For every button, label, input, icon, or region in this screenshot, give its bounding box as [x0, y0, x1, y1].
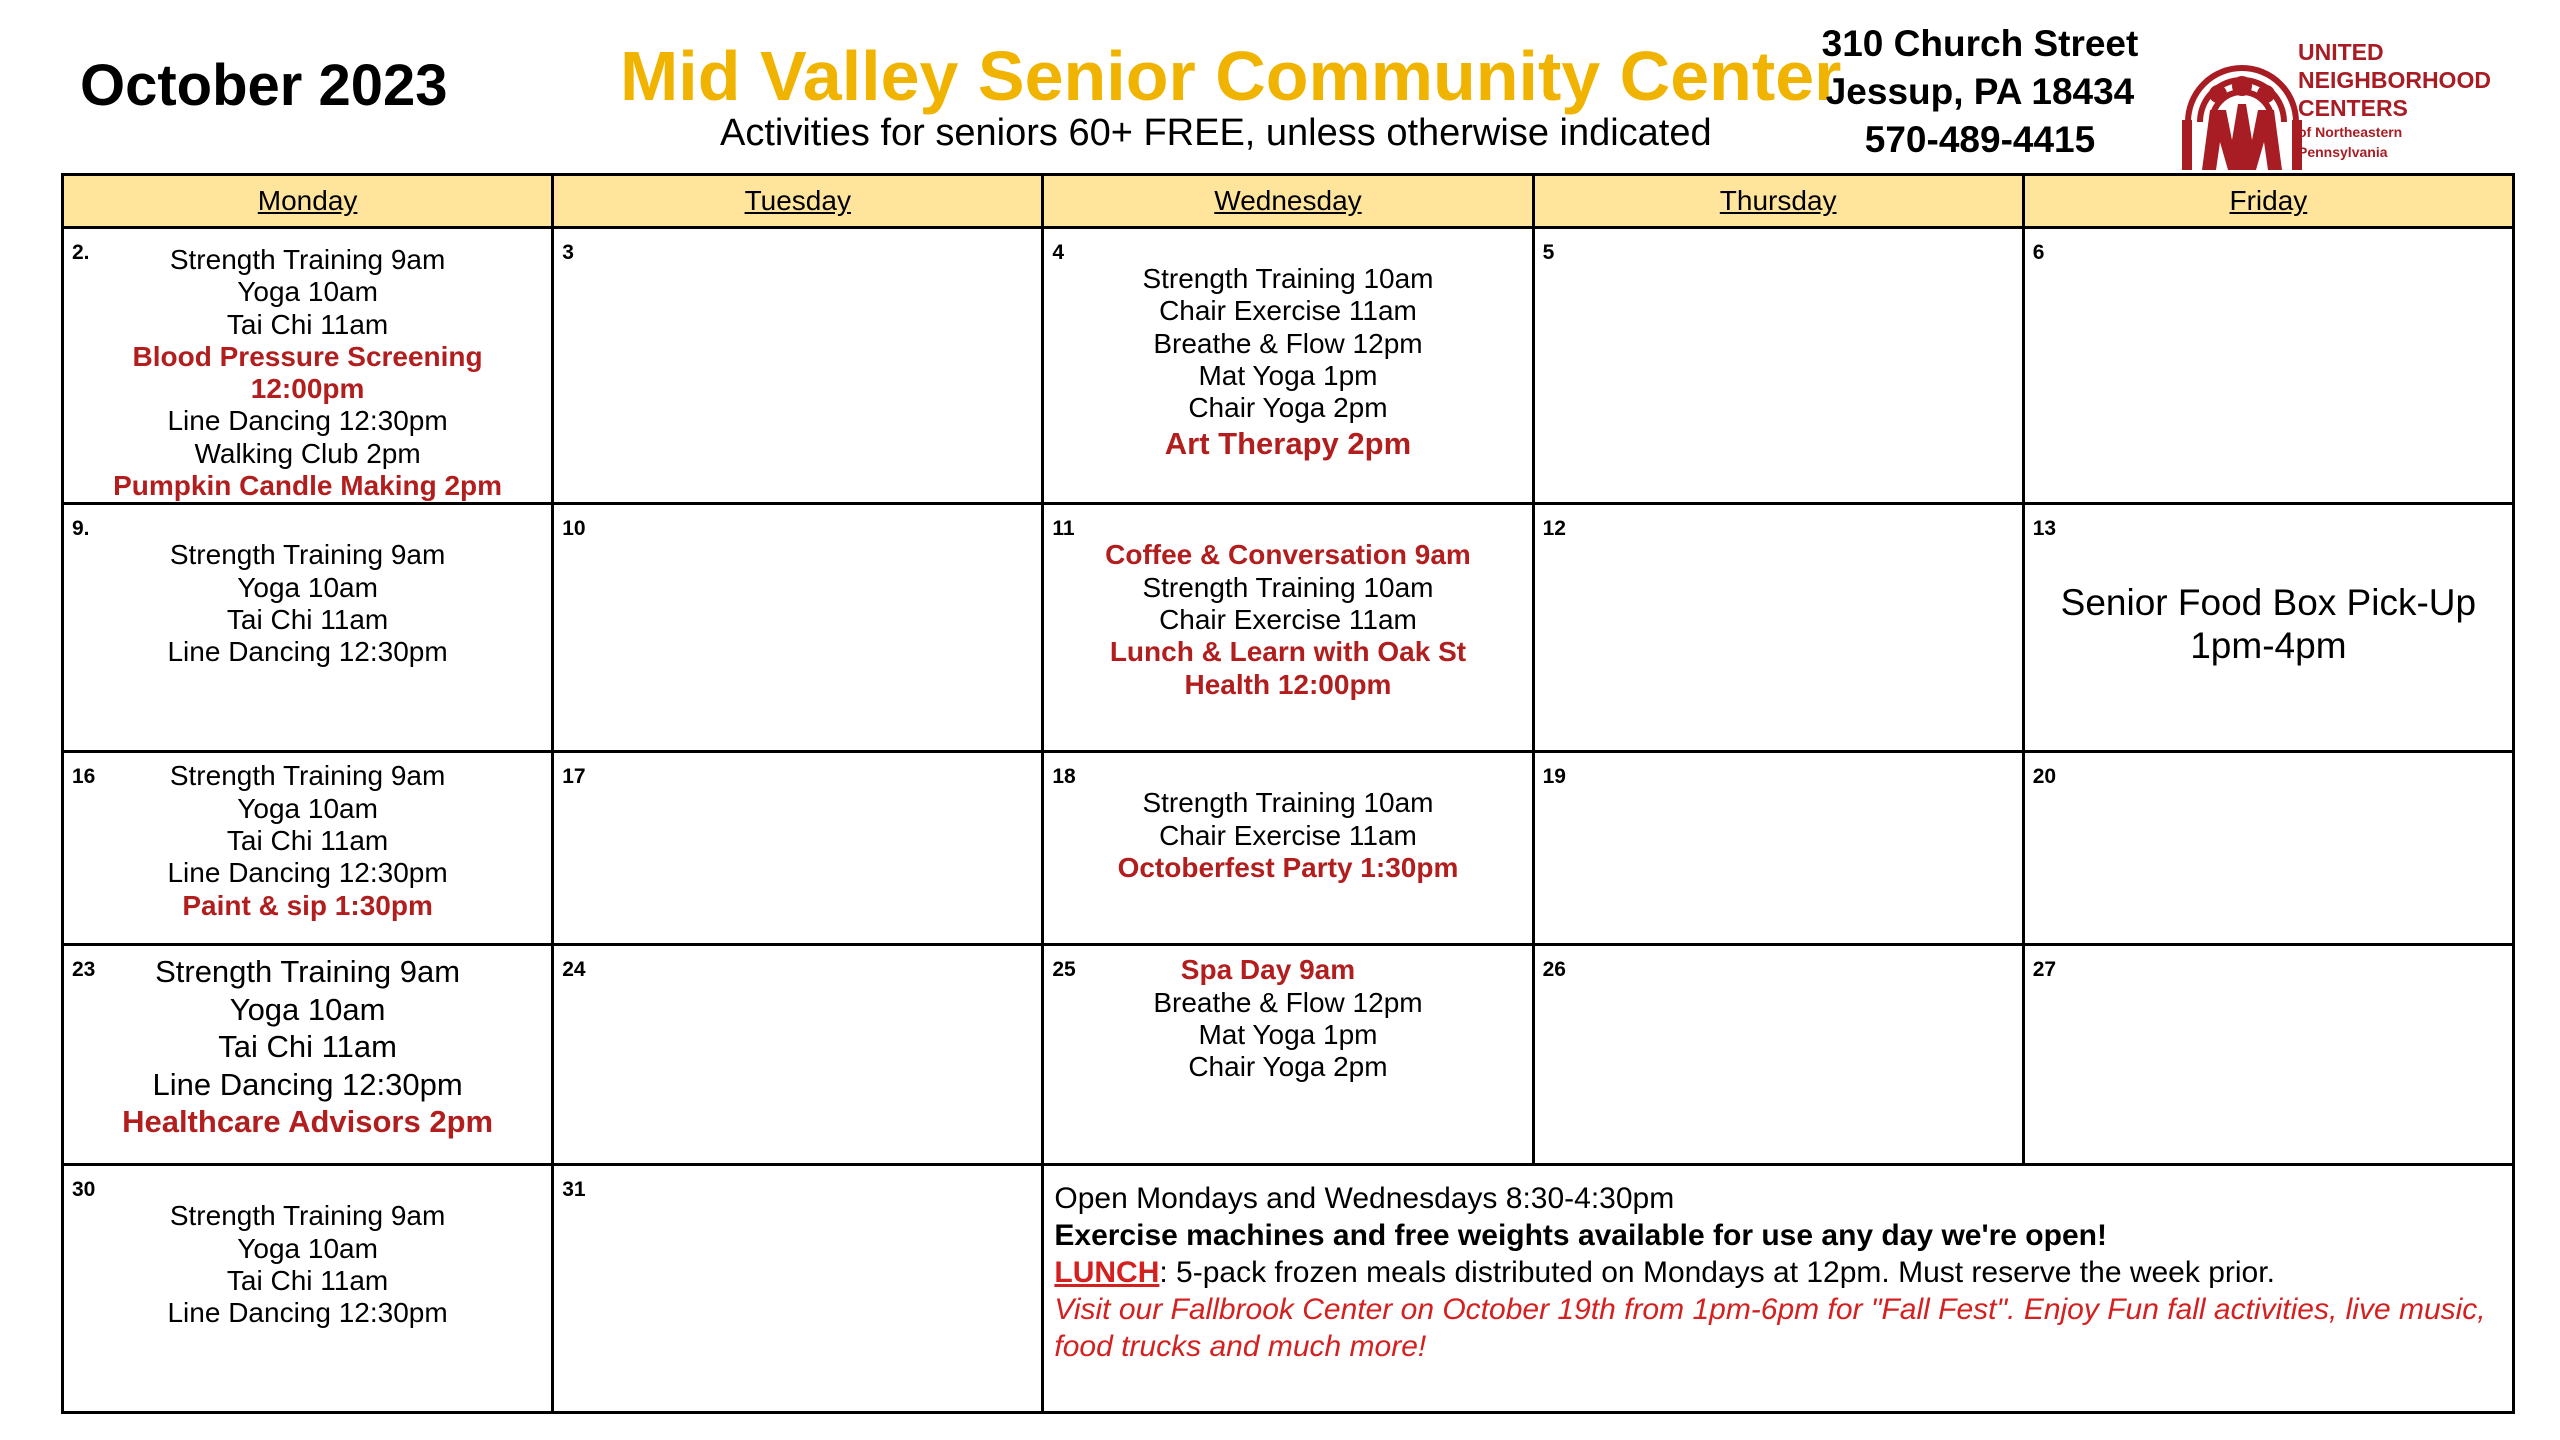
fall-fest-note: Visit our Fallbrook Center on October 19th from 1pm-6pm for "Fall Fest". Enjoy Fun fall activities, live music, food trucks and much more! — [1054, 1293, 2486, 1364]
lunch-note — [1054, 1254, 2492, 1291]
day-number: 4 — [1052, 241, 1065, 264]
special-event: Paint & sip 1:30pm — [182, 889, 433, 921]
activity-list — [64, 229, 551, 502]
activity-item: Line Dancing 12:30pm — [167, 857, 448, 889]
day-cell — [1533, 945, 2023, 1165]
activity-item: Chair Exercise 11am — [1159, 295, 1417, 327]
activity-item: Breathe & Flow 12pm — [1153, 327, 1423, 359]
special-event: Octoberfest Party 1:30pm — [1117, 851, 1459, 883]
day-number: 31 — [562, 1178, 586, 1202]
activity-item: Chair Exercise 11am — [1159, 819, 1417, 851]
weekday-header-tuesday: Tuesday — [553, 175, 1043, 228]
activity-item: Chair Yoga 2pm — [1188, 1051, 1388, 1083]
day-number: 6 — [2032, 241, 2045, 264]
activity-item: Tai Chi 11am — [226, 824, 389, 856]
center-name: Mid Valley Senior Community Center — [620, 37, 1842, 115]
day-cell — [553, 1165, 1043, 1413]
activity-list — [1044, 946, 1531, 1083]
lunch-text: : 5-pack frozen meals distributed on Mondays at 12pm. Must reserve the week prior. — [1159, 1256, 2275, 1290]
logo-text-line: UNITED — [2298, 39, 2384, 65]
notes-cell — [1043, 1165, 2514, 1413]
week-row — [63, 228, 2514, 504]
activity-item: Yoga 10am — [237, 571, 378, 603]
day-cell — [63, 945, 553, 1165]
week-row — [63, 504, 2514, 752]
equipment-note: Exercise machines and free weights available for use any day we're open! — [1054, 1219, 2107, 1253]
special-event: Blood Pressure Screening — [132, 340, 483, 372]
special-event: Art Therapy 2pm — [1164, 426, 1412, 462]
address-city: Jessup, PA 18434 — [1825, 71, 2135, 112]
activity-list — [1044, 505, 1531, 700]
special-event: Coffee & Conversation 9am — [1105, 539, 1471, 571]
activity-item: Chair Exercise 11am — [1159, 603, 1417, 635]
phone-number: 570-489-4415 — [1864, 119, 2096, 160]
day-number: 2. — [72, 241, 90, 264]
day-cell — [2023, 228, 2513, 504]
day-cell — [1533, 504, 2023, 752]
activity-item: Strength Training 9am — [155, 954, 461, 990]
day-number: 18 — [1052, 765, 1076, 789]
logo-text-line: CENTERS — [2298, 95, 2408, 121]
activity-item: Tai Chi 11am — [226, 1264, 389, 1296]
activity-item: Line Dancing 12:30pm — [167, 405, 448, 437]
activity-item: Breathe & Flow 12pm — [1153, 986, 1423, 1018]
activity-item: Line Dancing 12:30pm — [167, 636, 448, 668]
food-box-time: 1pm-4pm — [2190, 625, 2347, 667]
day-number: 10 — [562, 517, 586, 541]
day-number: 13 — [2032, 517, 2057, 541]
special-event: 12:00pm — [250, 373, 365, 405]
week-row — [63, 945, 2514, 1165]
activity-list — [1044, 229, 1531, 464]
activity-item: Walking Club 2pm — [194, 437, 421, 469]
activity-list — [64, 946, 551, 1141]
day-number: 17 — [562, 765, 586, 789]
day-number: 20 — [2032, 765, 2057, 789]
activity-list — [64, 1166, 551, 1329]
day-number: 12 — [1542, 517, 1566, 541]
activity-item: Strength Training 9am — [169, 1200, 446, 1232]
activity-item: Chair Yoga 2pm — [1188, 392, 1388, 424]
day-number: 23 — [72, 958, 96, 982]
activity-item: Line Dancing 12:30pm — [167, 1297, 448, 1329]
weekday-header-row — [63, 175, 2514, 228]
special-event: Pumpkin Candle Making 2pm — [113, 470, 503, 502]
day-cell — [553, 228, 1043, 504]
weekday-header-monday: Monday — [63, 175, 553, 228]
day-cell — [553, 945, 1043, 1165]
day-cell — [1043, 504, 1533, 752]
day-cell — [553, 504, 1043, 752]
activity-item: Yoga 10am — [229, 991, 386, 1027]
day-number: 26 — [1542, 958, 1566, 982]
address-street: 310 Church Street — [1821, 23, 2139, 64]
day-number: 30 — [72, 1178, 96, 1202]
activity-item: Yoga 10am — [237, 792, 378, 824]
activity-list — [1044, 753, 1531, 884]
activity-item: Strength Training 10am — [1142, 263, 1434, 294]
day-cell — [2023, 504, 2513, 752]
day-number: 3 — [562, 241, 574, 264]
activity-item: Strength Training 10am — [1142, 787, 1434, 819]
activity-item: Yoga 10am — [237, 276, 378, 308]
subtitle: Activities for seniors 60+ FREE, unless otherwise indicated — [720, 112, 1712, 154]
activity-list — [64, 505, 551, 668]
notes — [1054, 1180, 2492, 1365]
activity-list — [64, 753, 551, 921]
hours-note: Open Mondays and Wednesdays 8:30-4:30pm — [1054, 1182, 1675, 1216]
day-number: 27 — [2032, 958, 2057, 982]
day-cell — [2023, 945, 2513, 1165]
logo-text-line: of Northeastern — [2298, 124, 2403, 140]
day-cell — [63, 228, 553, 504]
logo-text-line: Pennsylvania — [2298, 144, 2388, 160]
activity-list — [2025, 505, 2512, 667]
day-cell — [1043, 752, 1533, 945]
day-cell — [553, 752, 1043, 945]
activity-item: Tai Chi 11am — [226, 603, 389, 635]
day-cell — [1043, 945, 1533, 1165]
day-cell — [1533, 752, 2023, 945]
activity-item: Strength Training 9am — [169, 244, 446, 275]
day-cell — [1043, 228, 1533, 504]
activity-item: Mat Yoga 1pm — [1198, 359, 1378, 391]
activity-item: Tai Chi 11am — [218, 1029, 397, 1065]
day-number: 24 — [562, 958, 586, 982]
weekday-header-thursday: Thursday — [1533, 175, 2023, 228]
day-number: 9. — [72, 517, 90, 541]
logo-text — [2298, 38, 2491, 162]
lunch-label: LUNCH — [1054, 1256, 1160, 1290]
special-event: Healthcare Advisors 2pm — [122, 1104, 494, 1140]
month-title: October 2023 — [80, 53, 448, 118]
activity-item: Strength Training 10am — [1142, 571, 1434, 603]
activity-item: Tai Chi 11am — [226, 308, 389, 340]
activity-item: Line Dancing 12:30pm — [152, 1066, 463, 1102]
day-cell — [63, 752, 553, 945]
special-event: Health 12:00pm — [1184, 668, 1392, 700]
weekday-header-friday: Friday — [2023, 175, 2513, 228]
day-number: 19 — [1542, 765, 1566, 789]
special-event: Spa Day 9am — [1180, 954, 1356, 986]
day-number: 16 — [72, 765, 96, 789]
week-row — [63, 1165, 2514, 1413]
day-cell — [63, 1165, 553, 1413]
weekday-header-wednesday: Wednesday — [1043, 175, 1533, 228]
special-event: Lunch & Learn with Oak St — [1109, 636, 1467, 668]
food-box-event: Senior Food Box Pick-Up — [2060, 582, 2477, 624]
day-number: 11 — [1052, 517, 1075, 541]
logo-text-line: NEIGHBORHOOD — [2298, 67, 2491, 93]
day-number: 5 — [1542, 241, 1555, 264]
activity-item: Mat Yoga 1pm — [1198, 1018, 1378, 1050]
day-cell — [63, 504, 553, 752]
day-number: 25 — [1052, 958, 1076, 982]
activity-item: Yoga 10am — [237, 1232, 378, 1264]
activity-item: Strength Training 9am — [169, 539, 446, 571]
address-block — [1815, 20, 2145, 164]
calendar-grid — [61, 173, 2515, 1414]
day-cell — [1533, 228, 2023, 504]
activity-item: Strength Training 9am — [169, 760, 446, 792]
day-cell — [2023, 752, 2513, 945]
week-row — [63, 752, 2514, 945]
